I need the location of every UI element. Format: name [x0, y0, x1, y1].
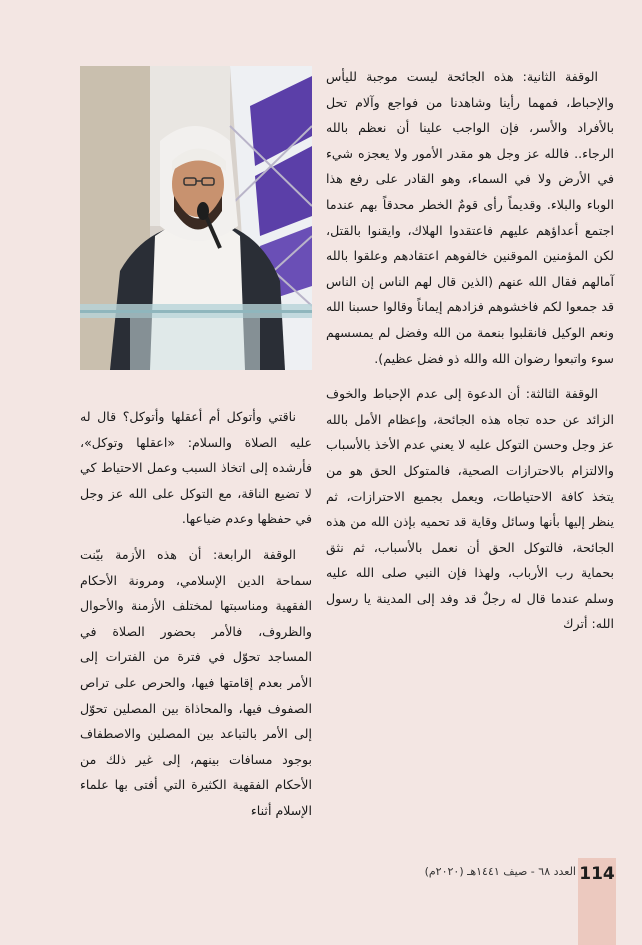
- speaker-photo: [80, 66, 312, 370]
- paragraph-second-stop: الوقفة الثانية: هذه الجائحة ليست موجبة لليأس والإحباط، فمهما رأينا وشاهدنا من فواجع وآلام تحل بالأفراد والأسر، فإن الواجب علينا أن نعظم بالله الرجاء.. فالله عز وجل هو مقدر الأمور ولا يعجزه شيء في الأرض ولا في السماء، وهو القادر على رفع هذا الوباء والبلاء. وقديماً رأى قومٌ الخطر محدقاً بهم عندما اجتمع أعداؤهم عليهم فاعتقدوا الهلاك، وايقنوا بالقتل، لكن المؤمنين الموقنين خالفوهم اعتقادهم وعلقوا بالله آمالهم فقال الله عنهم (الذين قال لهم الناس إن الناس قد جمعوا لكم فاخشوهم فزادهم إيماناً وقالوا حسبنا الله ونعم الوكيل فانقلبوا بنعمة من الله وفضل لم يمسسهم سوء واتبعوا رضوان الله والله ذو فضل عظيم).: [326, 69, 614, 366]
- article-column-left: [80, 404, 312, 834]
- paragraph-third-stop: الوقفة الثالثة: أن الدعوة إلى عدم الإحباط والخوف الزائد عن حده تجاه هذه الجائحة، وإعظام الأمل بالله عز وجل وحسن التوكل عليه لا يعني عدم الأخذ بالأسباب والالتزام بالاحترازات الصحية، فالمتوكل الحق هو من يتخذ كافة الاحتياطات، ويعمل بجميع الاحترازات، ثم ينظر إليها بأنها وسائل وقاية قد تحميه بإذن الله من هذه الجائحة، فالتوكل الحق أن نعمل بالأسباب، ثم نثق بحماية رب الأرباب، ولهذا فإن النبي صلى الله عليه وسلم عندما قال له رجلٌ قد وفد إلى المدينة يا رسول الله: أترك: [326, 386, 614, 632]
- issue-info: العدد ٦٨ - صيف ١٤٤١هـ (٢٠٢٠م): [424, 865, 576, 878]
- paragraph-third-stop-continued: ناقتي وأتوكل أم أعقلها وأتوكل؟ قال له عليه الصلاة والسلام: «اعقلها وتوكل»، فأرشده إلى اتخاذ السبب وعمل الاحتياط كي لا تضيع الناقة، مع التوكل على الله عز وجل في حفظها وعدم ضياعها.: [80, 409, 312, 527]
- paragraph-fourth-stop: الوقفة الرابعة: أن هذه الأزمة بيّنت سماحة الدين الإسلامي، ومرونة الأحكام الفقهية ومناسبتها لمختلف الأزمنة والأحوال والظروف، فالأمر بحضور الصلاة في المساجد تحوّل في فترة من الفترات إلى الأمر بعدم إقامتها فيها، والحرص على تراص الصفوف فيها، والمحاذاة بين المصلين تحوّل إلى الأمر بالتباعد بين المصلين والاصطفاف بوجود مسافات بينهم، إلى غير ذلك من الأحكام الفقهية الكثيرة التي أفتى بها علماء الإسلام أثناء: [80, 546, 312, 818]
- page-number: 114: [579, 864, 615, 884]
- speaker-photo-illustration: [80, 66, 312, 370]
- article-column-right: [326, 64, 614, 647]
